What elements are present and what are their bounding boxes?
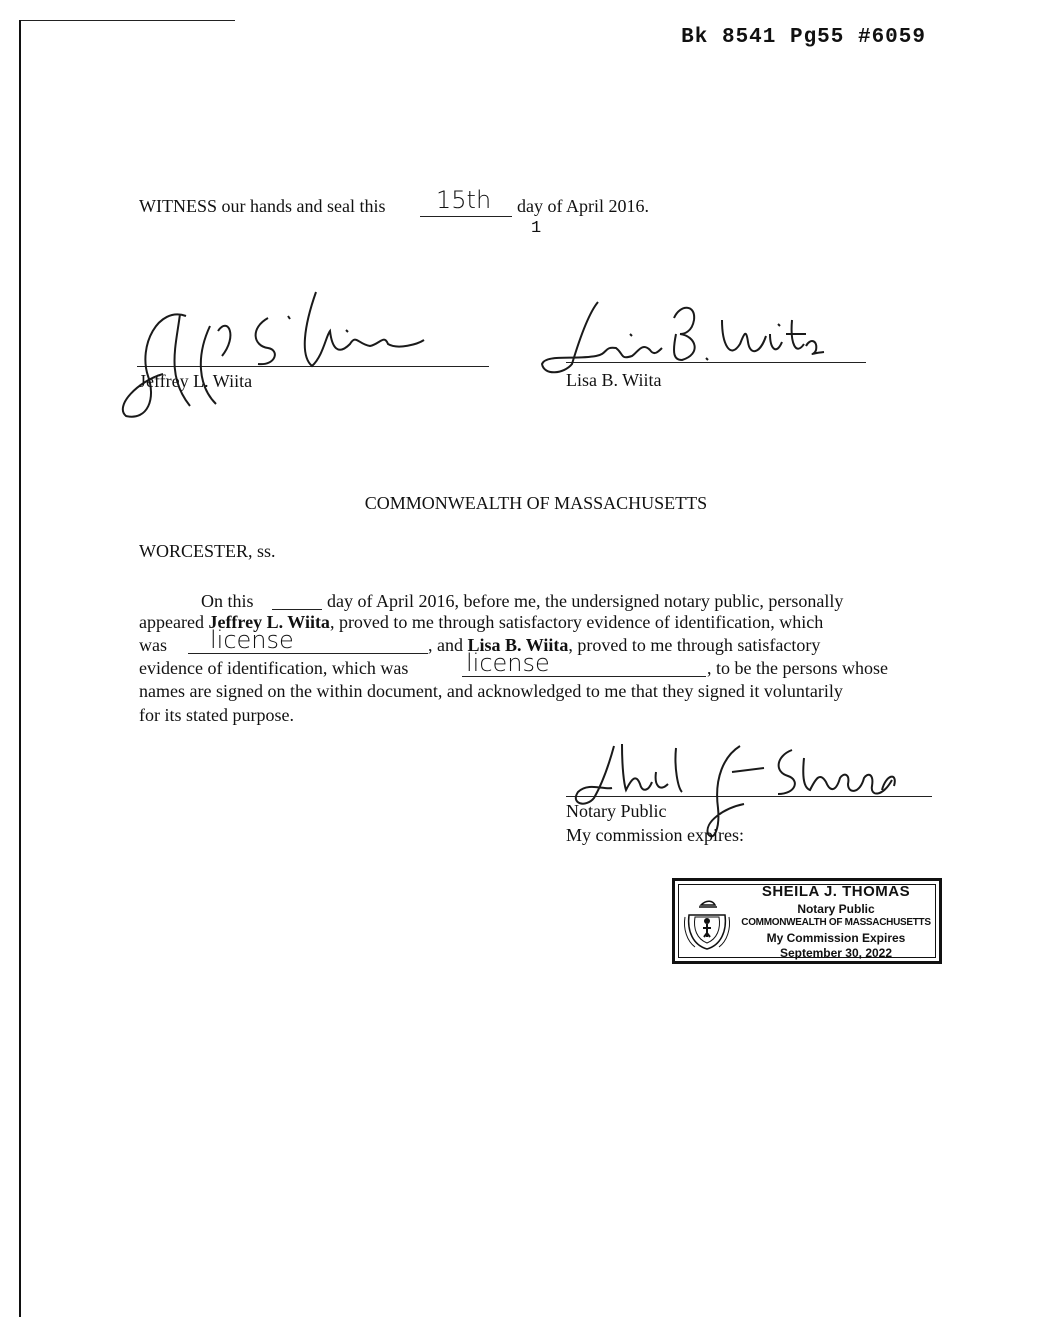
stamp-expires-date: September 30, 2022 xyxy=(779,946,893,960)
ack-line4-a: evidence of identification, which was xyxy=(139,658,409,678)
county-venue: WORCESTER, ss. xyxy=(139,541,276,561)
jeffrey-signature xyxy=(118,286,428,426)
ack-day-blank xyxy=(272,609,322,610)
massachusetts-seal-icon xyxy=(681,895,733,951)
page-border-top xyxy=(20,20,235,21)
witness-day-handwritten: 15th xyxy=(436,186,492,214)
ack-lisa-name: Lisa B. Wiita xyxy=(467,635,569,655)
ack-line6: for its stated purpose. xyxy=(139,705,294,725)
stamp-name: SHEILA J. THOMAS xyxy=(761,883,911,900)
commission-label: My commission expires: xyxy=(566,825,744,845)
recording-reference: Bk 8541 Pg55 #6059 xyxy=(681,26,926,49)
ack-line1-b: day of April 2016, before me, the undersigned notary public, personally xyxy=(327,591,844,611)
page-number: 1 xyxy=(531,219,542,238)
ack-line4-b: , to be the persons whose xyxy=(707,658,888,678)
id2-handwritten: license xyxy=(466,649,550,677)
ack-line3-a: was xyxy=(139,635,167,655)
ack-line2-a: appeared xyxy=(139,612,204,632)
id1-handwritten: license xyxy=(210,626,294,654)
ack-line3-c: , proved to me through satisfactory xyxy=(568,635,821,655)
notary-title: Notary Public xyxy=(566,801,667,821)
page-border-left xyxy=(19,20,21,1317)
day-blank-line xyxy=(420,216,512,217)
stamp-jurisdiction: COMMONWEALTH OF MASSACHUSETTS xyxy=(741,917,931,928)
stamp-expires-label: My Commission Expires xyxy=(766,931,906,945)
signer-name-1: Jeffrey L. Wiita xyxy=(139,371,253,391)
witness-prefix: WITNESS our hands and seal this xyxy=(139,196,386,216)
ack-line3-b: , and xyxy=(428,635,463,655)
ack-line5: names are signed on the within document, and acknowledged to me that they signed it voluntarily xyxy=(139,681,843,701)
ack-jeffrey-name: Jeffrey L. Wiita xyxy=(208,612,330,632)
witness-line xyxy=(139,196,385,217)
notary-stamp xyxy=(672,878,942,964)
ack-line2-b: , proved to me through satisfactory evidence of identification, which xyxy=(329,612,824,632)
commonwealth-heading: COMMONWEALTH OF MASSACHUSETTS xyxy=(364,493,708,513)
signer-name-2: Lisa B. Wiita xyxy=(566,370,662,390)
ack-line1-a: On this xyxy=(201,591,254,611)
stamp-title: Notary Public xyxy=(797,902,875,916)
witness-suffix: day of April 2016. xyxy=(517,196,649,216)
